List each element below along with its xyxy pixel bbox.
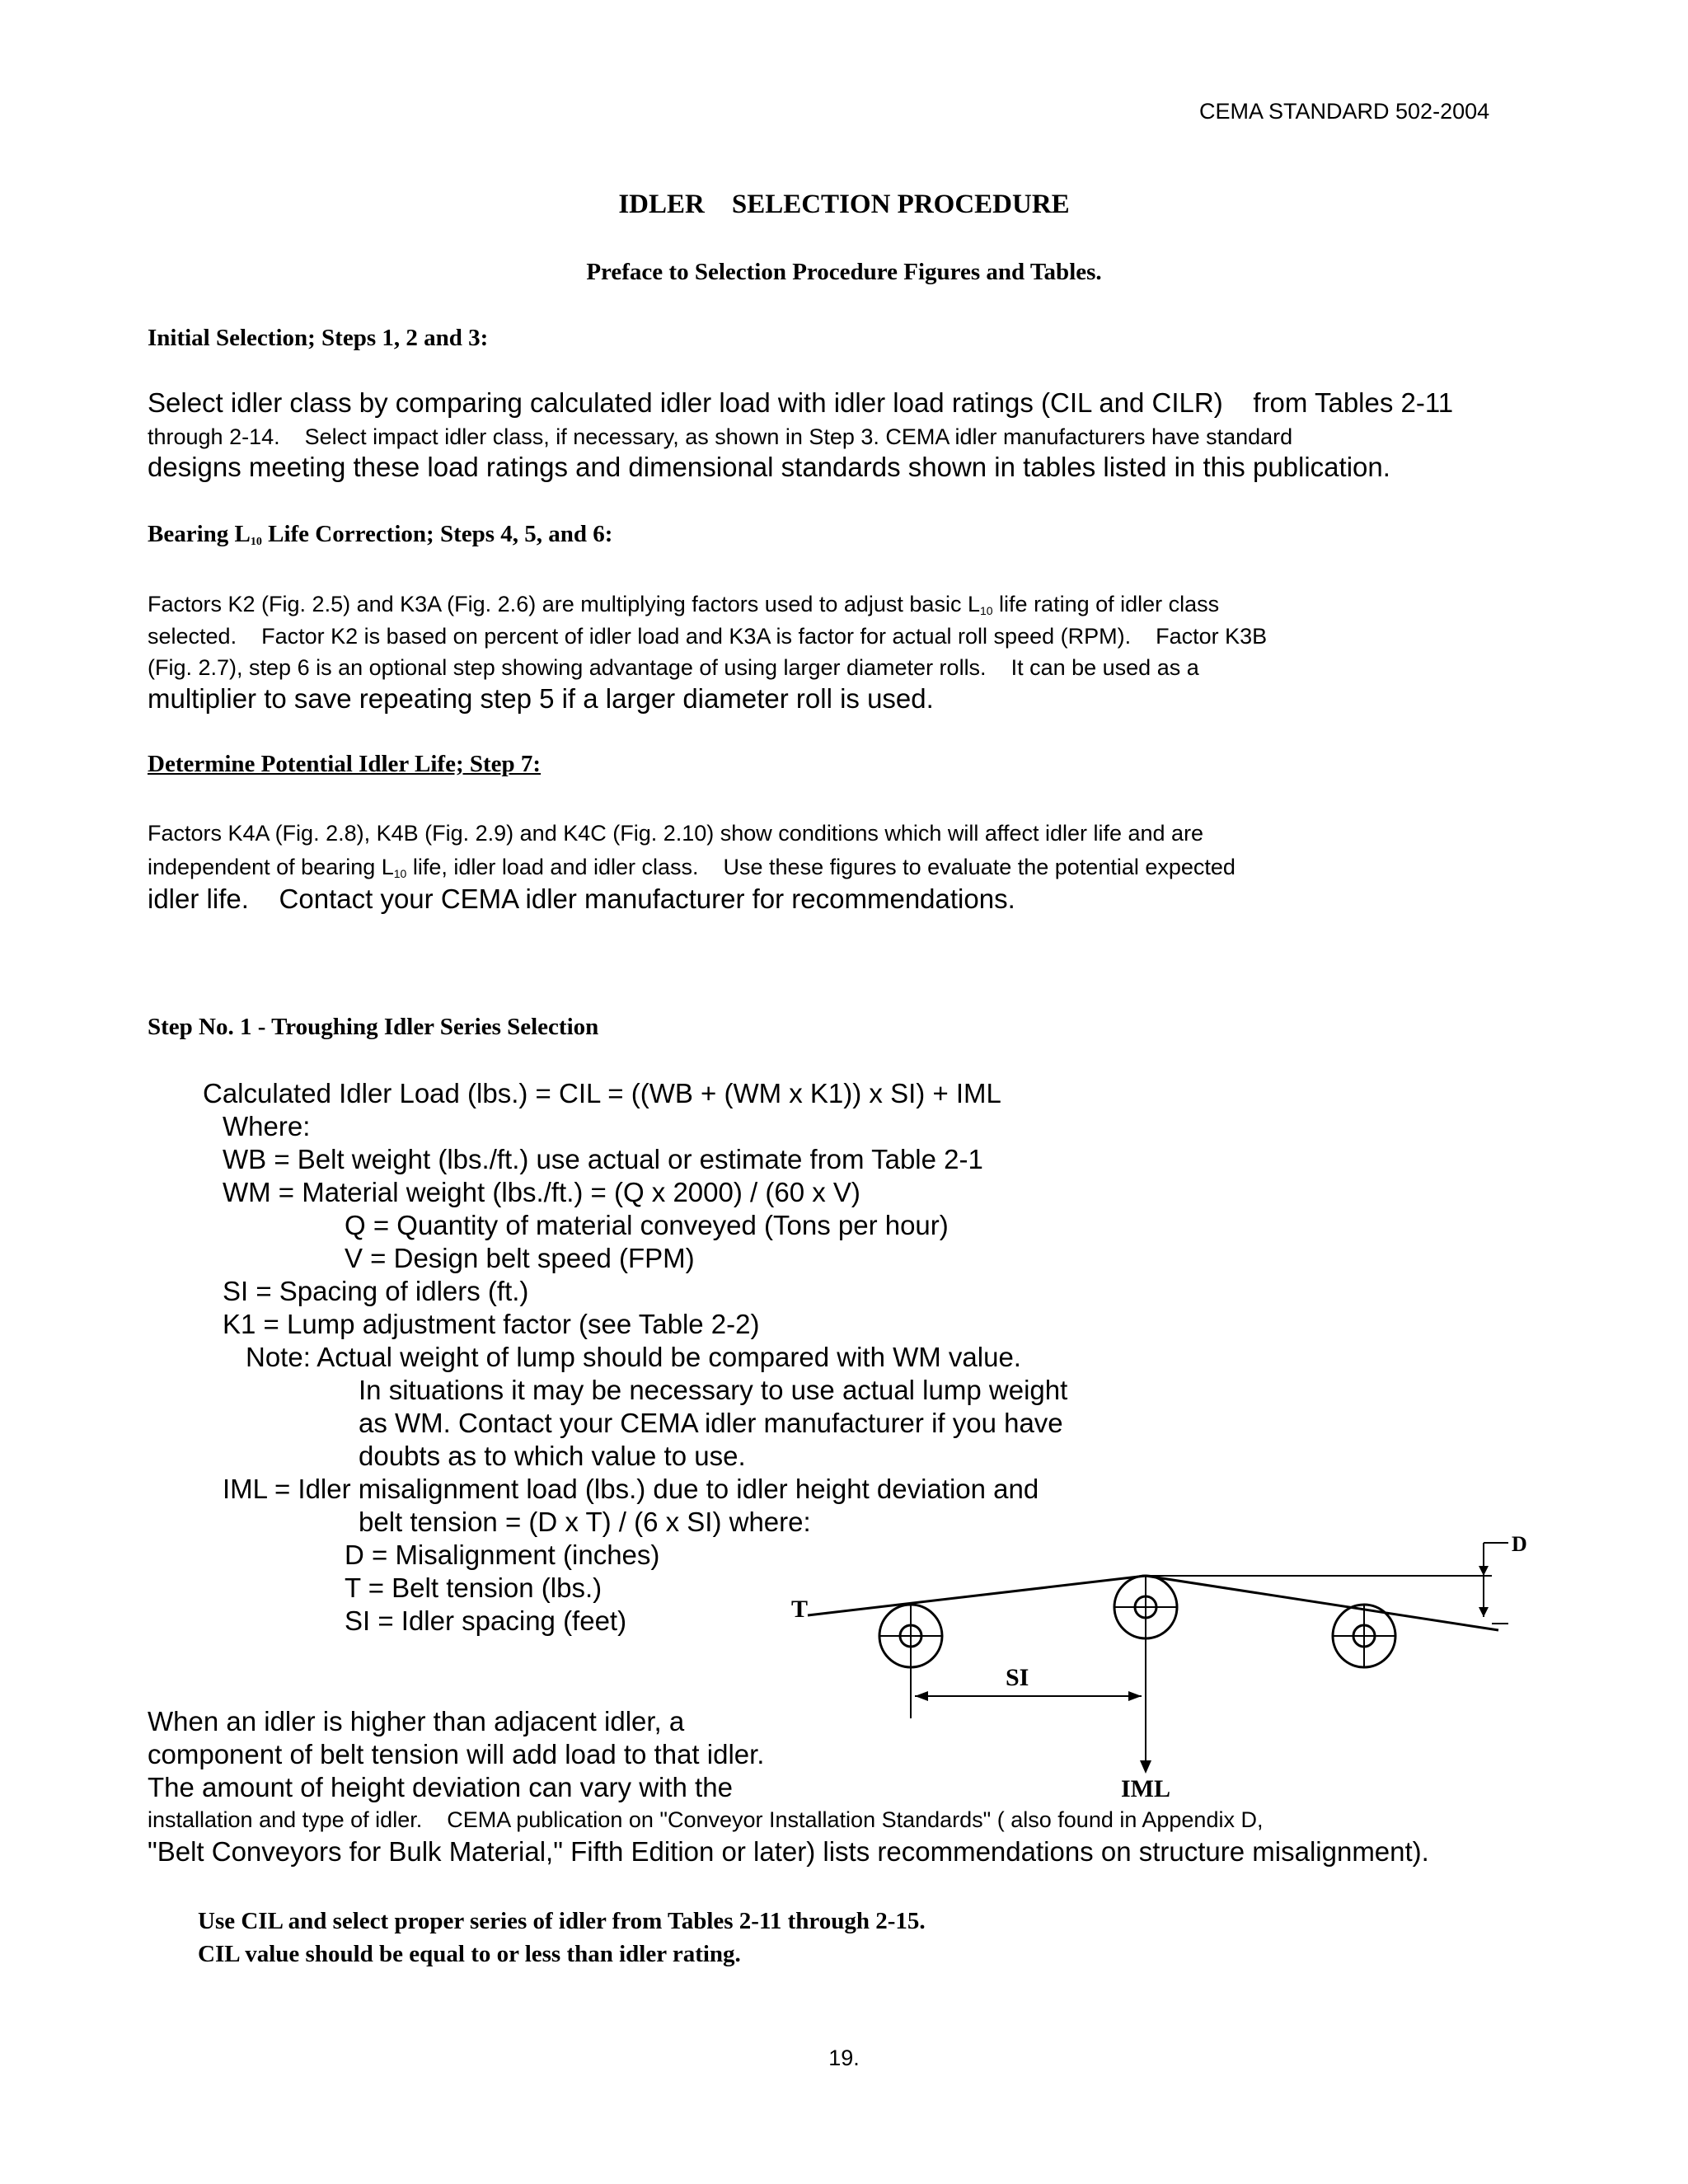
page-title: IDLER SELECTION PROCEDURE: [618, 190, 1070, 219]
t-definition: T = Belt tension (lbs.): [345, 1572, 603, 1603]
standard-header: CEMA STANDARD 502-2004: [1199, 99, 1490, 124]
right-idler: [1333, 1605, 1395, 1667]
iml-definition: IML = Idler misalignment load (lbs.) due to idler height deviation and: [223, 1474, 1039, 1504]
potential-heading: Determine Potential Idler Life; Step 7:: [148, 751, 542, 777]
initial-line-2: through 2-14. Select impact idler class, if necessary, as shown in Step 3. CEMA idler manufacturers have standard: [148, 424, 1293, 449]
iml-formula: belt tension = (D x T) / (6 x SI) where:: [359, 1507, 811, 1537]
note-line-4: doubts as to which value to use.: [359, 1441, 746, 1471]
label-t: T: [791, 1596, 809, 1623]
label-d: D: [1512, 1532, 1527, 1556]
iml-arrow-head: [1140, 1760, 1151, 1774]
paragraph-line-1: When an idler is higher than adjacent idler, a: [148, 1706, 685, 1736]
step1-heading: Step No. 1 - Troughing Idler Series Selection: [148, 1014, 599, 1040]
initial-line-1: Select idler class by comparing calculated idler load with idler load ratings (CIL and CILR) from Tables 2-11: [148, 387, 1454, 418]
wb-definition: WB = Belt weight (lbs./ft.) use actual or estimate from Table 2-1: [223, 1144, 983, 1174]
q-definition: Q = Quantity of material conveyed (Tons per hour): [345, 1210, 949, 1240]
potential-line-3: idler life. Contact your CEMA idler manufacturer for recommendations.: [148, 883, 1015, 914]
potential-line-2: independent of bearing $L_{10}$ life, idler load and idler class. Use these figures to evaluate the potential expected: [148, 855, 1236, 880]
d-definition: D = Misalignment (inches): [345, 1540, 660, 1570]
where-label: Where:: [223, 1111, 311, 1141]
belt-line-left: [808, 1576, 1146, 1615]
initial-line-3: designs meeting these load ratings and dimensional standards shown in tables listed in this publication.: [148, 452, 1390, 482]
left-idler: [879, 1605, 942, 1667]
bearing-line-2: selected. Factor K2 is based on percent of idler load and K3A is factor for actual roll speed (RPM). Factor K3B: [148, 624, 1268, 649]
v-definition: V = Design belt speed (FPM): [345, 1243, 695, 1273]
note-line-3: as WM. Contact your CEMA idler manufacturer if you have: [359, 1408, 1063, 1438]
label-iml: IML: [1121, 1775, 1170, 1802]
label-si: SI: [1006, 1664, 1029, 1691]
si-feet-definition: SI = Idler spacing (feet): [345, 1605, 627, 1636]
idler-misalignment-diagram: [783, 1525, 1527, 1802]
center-idler: [1114, 1576, 1177, 1638]
wm-definition: WM = Material weight (lbs./ft.) = (Q x 2000) / (60 x V): [223, 1177, 860, 1207]
paragraph-line-3: The amount of height deviation can vary with the: [148, 1772, 733, 1802]
paragraph-line-5: "Belt Conveyors for Bulk Material," Fifth Edition or later) lists recommendations on structure misalignment).: [148, 1836, 1429, 1867]
note-line-1: Note: Actual weight of lump should be compared with WM value.: [246, 1342, 1021, 1372]
potential-line-1: Factors K4A (Fig. 2.8), K4B (Fig. 2.9) and K4C (Fig. 2.10) show conditions which will affect idler life and are: [148, 821, 1204, 846]
k1-definition: K1 = Lump adjustment factor (see Table 2-2): [223, 1309, 760, 1339]
bearing-heading: Bearing $L_{10}$ Life Correction; Steps 4, 5, and 6:: [148, 521, 613, 548]
note-line-2: In situations it may be necessary to use actual lump weight: [359, 1375, 1068, 1405]
conclusion-line-1: Use CIL and select proper series of idler from Tables 2-11 through 2-15.: [198, 1908, 926, 1934]
initial-heading: Initial Selection; Steps 1, 2 and 3:: [148, 325, 489, 351]
paragraph-line-2: component of belt tension will add load to that idler.: [148, 1739, 765, 1769]
si-definition: SI = Spacing of idlers (ft.): [223, 1276, 529, 1306]
bearing-line-3: (Fig. 2.7), step 6 is an optional step showing advantage of using larger diameter rolls. It can be used as a: [148, 655, 1199, 680]
bearing-line-4: multiplier to save repeating step 5 if a larger diameter roll is used.: [148, 683, 934, 714]
belt-line-right: [1146, 1576, 1498, 1630]
bearing-line-1: Factors K2 (Fig. 2.5) and K3A (Fig. 2.6) are multiplying factors used to adjust basic $L_{10}$ life rating of idler class: [148, 592, 1220, 617]
cil-formula: Calculated Idler Load (lbs.) = CIL = ((WB + (WM x K1)) x SI) + IML: [203, 1078, 1001, 1108]
preface-heading: Preface to Selection Procedure Figures and Tables.: [586, 259, 1102, 285]
paragraph-line-4: installation and type of idler. CEMA publication on "Conveyor Installation Standards" ( also found in Appendix D,: [148, 1807, 1264, 1832]
page-number: 19.: [828, 2046, 860, 2070]
conclusion-line-2: CIL value should be equal to or less than idler rating.: [198, 1941, 741, 1967]
